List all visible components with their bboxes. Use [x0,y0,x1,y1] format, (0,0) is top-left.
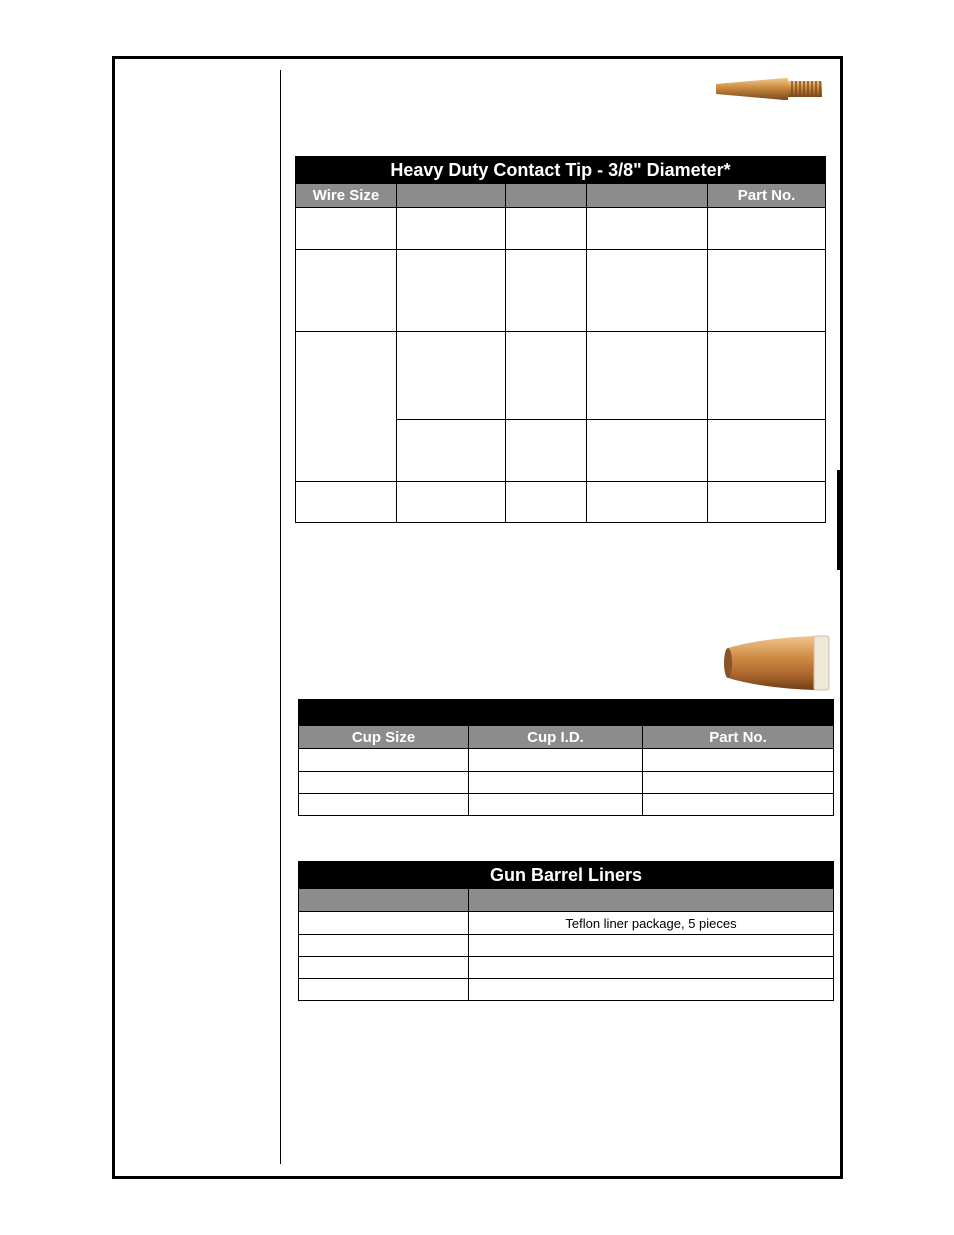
column-header [469,889,834,912]
table-row [299,749,834,772]
table-row [299,979,834,1001]
table-row [296,482,826,523]
table-row [299,794,834,816]
table-row [299,912,834,935]
liners-table [298,861,834,1001]
column-header [397,184,506,208]
table-row [299,957,834,979]
column-header-cup-size: Cup Size [299,726,469,749]
left-margin-rule [280,70,281,1164]
liner-description: Teflon liner package, 5 pieces [469,912,834,935]
column-header-part-no: Part No. [708,184,826,208]
column-header-cup-id: Cup I.D. [469,726,643,749]
contact-tip-table-title: Heavy Duty Contact Tip - 3/8" Diameter* [296,157,826,184]
table-row [299,935,834,957]
liners-table-title: Gun Barrel Liners [299,862,834,889]
contact-tip-image [714,72,824,106]
column-header [506,184,587,208]
contact-tip-table [295,156,826,523]
column-header-part-no: Part No. [643,726,834,749]
table-row [296,332,826,420]
column-header-wire-size: Wire Size [296,184,397,208]
table-row [299,772,834,794]
table-row [296,250,826,332]
nozzle-table-title [299,700,834,726]
column-header [299,889,469,912]
right-edge-marker [837,470,840,570]
table-row [296,208,826,250]
column-header [587,184,708,208]
gas-nozzle-image [722,634,832,692]
nozzle-table [298,699,834,816]
